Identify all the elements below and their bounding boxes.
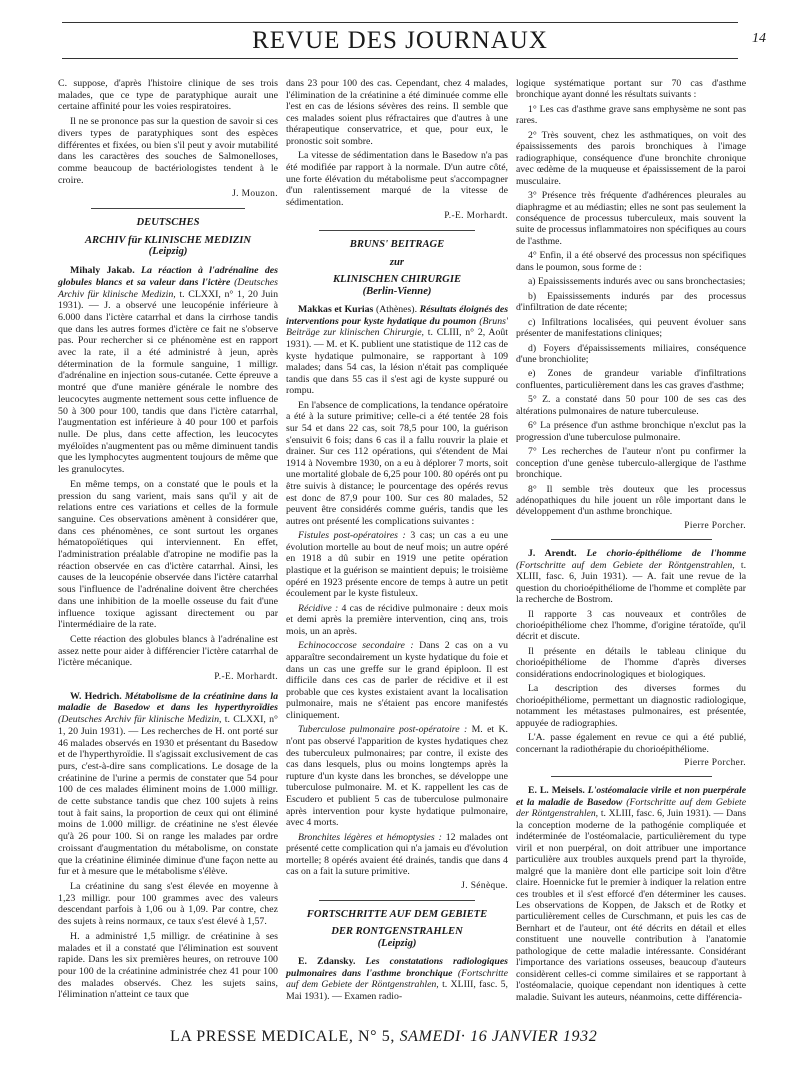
list-item: c) Infiltrations localisées, qui peuvent évoluer sans présenter de manifestations cliniques; xyxy=(516,316,746,340)
article xyxy=(516,548,746,605)
article-text: t. XLIII, fasc. 5, Mai 1931). — Examen radio- xyxy=(286,979,508,1003)
paragraph-text: 3 cas; un cas a eu une évolution mortelle au bout de neuf mois; un autre opéré en 1918 a dû subir en 1919 une petite opération plastique et la guérison se maintient depuis; le troisième opéré en 1923 présente encore de temps à autre un petit écoulement par le kyste fistuleux. xyxy=(286,530,508,600)
page-header xyxy=(62,18,766,66)
article-title: L'ostéomalacie virile et non puerpérale et la maladie de Basedow xyxy=(516,785,746,808)
divider xyxy=(91,208,245,209)
article-reference: (Fortschritte auf dem Gebiete der Röntgenstrahlen, xyxy=(516,559,735,571)
paragraph: dans 23 pour 100 des cas. Cependant, chez 4 malades, l'élimination de la créatinine a été diminuée comme elle l'est en cas de lésions sévères des reins. Il semble que ces malades soient plus réfractaires que d'autres à une thérapeutique conservatrice, et que, pour eux, le pronostic soit sombre. xyxy=(286,78,508,147)
journal-heading: KLINISCHEN CHIRURGIE xyxy=(332,274,462,286)
article-title: Métabolisme de la créatinine dans la maladie de Basedow et dans les hyperthyroïdies xyxy=(58,690,279,714)
paragraph: La description des diverses formes du chorioépithéliome, permettant un diagnostic radiologique, notamment les métastases pulmonaires, est présentée, appuyée de radiographies. xyxy=(516,683,746,729)
article-author: Makkas et Kurias xyxy=(298,304,374,316)
article xyxy=(286,304,508,397)
paragraph-lead: Fistules post-opératoires : xyxy=(298,530,406,542)
signature: Pierre Porcher. xyxy=(684,758,746,769)
article-author: W. Hedrich. xyxy=(70,690,122,702)
article-title: La réaction à l'adrénaline des globules blancs et sa valeur dans l'ictère xyxy=(58,265,278,288)
journal-heading: DEUTSCHES xyxy=(136,217,200,229)
footer-date: SAMEDI· 16 JANVIER 1932 xyxy=(399,1028,598,1045)
article-reference: (Fortschritte auf dem Gebiete der Röntgenstrahlen, xyxy=(286,967,508,991)
article-text: t. XLIII, fasc. 6, Juin 1931). — Dans la conception moderne de la pathogénie compliquée et indéterminée de l'ostéomalacie, particulièrement du type viril et non puerpéral, on doit attribuer une importance particulière aux troubles auxquels prend part la thyroïde, malgré que la manière dont elle participe soit loin d'être claire. Hoennicke fut le premier à indiquer la relation entre ces troubles et il s'est efforcé d'en déterminer les causes. Les observations de Koppen, de Jaksch et de Rotky et particulièrement celles de Curschmann, et puis les cas de Bernhart et de l'auteur, ont été décrits en détail et elles constituent une nouvelle contribution à l'anatomie pathologique de cette maladie intéressante. Considérant l'importance des variations osseuses, beaucoup d'auteurs considèrent celles-ci comme similaires et se rapportant à l'ostéomalacie, quoique cependant non identiques à cette maladie. Suivant les auteurs, néanmoins, cette différencia- xyxy=(516,808,746,1003)
article-author: E. L. Meisels. xyxy=(528,785,585,797)
page-footer xyxy=(170,1028,597,1046)
signature: P.-E. Morhardt. xyxy=(214,672,278,683)
paragraph xyxy=(286,640,508,721)
paragraph xyxy=(286,530,508,599)
divider xyxy=(319,900,474,901)
journal-heading: BRUNS' BEITRAGE xyxy=(349,238,445,250)
journal-city: (Leipzig) xyxy=(377,937,417,949)
article-text: t. XLIII, fasc. 6, Juin 1931). — A. fait une revue de la question du chorioépithéliome de l'homme et complète par la recherche de Bostrom. xyxy=(516,559,746,606)
article-reference: (Deutsches Archiv für klinische Medizin, xyxy=(58,276,278,300)
paragraph: En l'absence de complications, la tendance opératoire a été à la suture primitive; celle-ci a été tentée 28 fois sur 54 et dans 22 cas, soit 78,5 pour 100, la guérison s'ensuivit 6 fois; dans 6 cas il a fallu rouvrir la plaie et drainer. Sur ces 112 opérations, qui s'étendent de Mai 1914 à Novembre 1930, on a eu à déplorer 7 morts, soit une mortalité globale de 6,25 pour 100. 80 opérés ont pu être suivis à distance; le pourcentage des opérés revus est donc de 87,9 pour 100. Sur ces 80 malades, 52 peuvent être considérés comme guéris, tandis que les autres ont présenté les complications suivantes : xyxy=(286,399,509,527)
article-place: (Athènes). xyxy=(375,304,418,316)
journal-city: (Leipzig) xyxy=(148,246,188,258)
article xyxy=(516,785,746,1003)
paragraph-text: 4 cas de récidive pulmonaire : deux mois et demi après la première intervention, cinq ans, trois mois, un an après. xyxy=(286,602,508,637)
list-item: 4° Enfin, il a été observé des processus non spécifiques dans le poumon, sous forme de : xyxy=(516,250,746,273)
article xyxy=(58,691,278,878)
list-item: 8° Il semble très douteux que les processus adénopathiques du hile jouent un rôle important dans le développement d'un asthme bronchique. xyxy=(516,483,746,518)
article-author: J. Arendt. xyxy=(528,548,577,560)
paragraph-lead: Récidive : xyxy=(298,602,339,614)
signature: Pierre Porcher. xyxy=(684,520,746,531)
paragraph xyxy=(286,724,508,828)
list-item: 6° La présence d'un asthme bronchique n'exclut pas la progression d'une tuberculose pulmonaire. xyxy=(516,420,746,443)
divider xyxy=(319,230,474,231)
list-item: a) Epaississements indurés avec ou sans bronchectasies; xyxy=(528,276,746,288)
column-1 xyxy=(58,78,278,1004)
paragraph: En même temps, on a constaté que le pouls et la pression du sang varient, mais sans qu'il y ait de relations entre ces variations et celles de la formule sanguine. Ces observations amènent à considérer que, dans ces phénomènes, ce sont surtout les organes hématopoïétiques qui interviennent. En effet, l'administration préalable d'atropine ne modifie pas la réaction observée en cas d'ictère catarrhal. Ainsi, les causes de la leucopénie observée dans l'ictère catarrhal sous l'influence de l'adrénaline doivent être cherchées dans une inhibition de la moelle osseuse du fait d'une influence toxique agissant directement ou par l'intermédiaire de la rate. xyxy=(58,478,278,631)
signature: P.-E. Morhardt. xyxy=(444,211,508,222)
article-text: t. CLXXI, n° 1, 20 Juin 1931). — J. a observé une leucopénie inférieure à 6.000 dans l'ictère catarrhal et dans la cirrhose tandis que dans les autres formes d'ictère ce fait ne s'observe pas. Pour rechercher si ce phénomène est en rapport avec la rate, il a été administré à jeun, après détermination de la formule sanguine, 1 milligr. d'adrénaline en injection sous-cutanée. Cette épreuve a montré que d'une manière générale le nombre des leucocytes augmente nettement sous cette influence de 50 à 300 pour 100, tandis que dans l'ictère catarrhal, l'augmentation est inférieure à 40 pour 100 et parfois nulle. De plus, dans cette affection, les leucocytes myéloïdes n'augmentent pas ou même diminuent tandis que les lymphocytes augmentent toujours de même que les granulocytes. xyxy=(58,288,279,476)
paragraph: La créatinine du sang s'est élevée en moyenne à 1,23 milligr. pour 100 grammes avec des valeurs descendant parfois à 1,06 ou à 1,09. Par contre, chez des sujets à reins normaux, ce taux s'est élevé à 1,57. xyxy=(58,881,278,928)
column-2 xyxy=(286,78,508,1006)
article-text: t. CLIII, n° 2, Août 1931). — M. et K. publient une statistique de 112 cas de kyste hydatique pulmonaire, se rapportant à 109 malades; dans 54 cas, la lésion n'était pas compliquée tandis que dans 55 cas il s'est agi de kyste suppuré ou rompu. xyxy=(286,327,508,397)
list-item: d) Foyers d'épaississements miliaires, conséquence d'une bronchiolite; xyxy=(516,342,746,365)
article-title: Le chorio-épithéliome de l'homme xyxy=(586,548,747,560)
paragraph-text: 12 malades ont présenté cette complication qui n'a jamais eu d'évolution mortelle; 8 opérés avaient été drainés, tandis que dans 4 cas on a fait la suture primitive. xyxy=(286,831,509,878)
paragraph-lead: Bronchites légères et hémoptysies : xyxy=(298,831,442,843)
list-item: 5° Z. a constaté dans 50 pour 100 de ses cas des altérations pulmonaires de nature tuberculeuse. xyxy=(516,394,746,417)
journal-heading: FORTSCHRITTE AUF DEM GEBIETE xyxy=(306,908,488,920)
paragraph: Il présente en détails le tableau clinique du chorioépithéliome de l'homme d'après diverses considérations endocrinologiques et biologiques. xyxy=(516,645,746,680)
article-text: t. CLXXI, n° 1, 20 Juin 1931). — Les recherches de H. ont porté sur 46 malades observés en 1930 et présentant du Basedow et de l'hyperthyroïdie. Il s'agissait exclusivement de cas purs, c'est-à-dire sans complications. Le dosage de la créatinine de l'urine a permis de constater que 54 pour 100 de ces malades éliminent moins de 1.000 milligr. de cette substance tandis que chez 100 sujets à reins tout à fait sains, la proportion de ceux qui ont éliminé moins de 1.000 milligr. de créatinine ne s'est élevée qu'à 26 pour 100. Si on range les malades par ordre croissant d'augmentation du métabolisme, on constate que la créatinine éliminée diminue d'une façon nette au fur et à mesure que le métabolisme s'élève. xyxy=(58,714,279,878)
paragraph: logique systématique portant sur 70 cas d'asthme bronchique ayant donné les résultats suivants : xyxy=(516,78,746,101)
paragraph-text: Dans 2 cas on a vu apparaître secondairement un kyste hydatique du foie et dans un cas une greffe sur le grand épiploon. Il est difficile dans ces cas de parler de récidive et il est probable que ces kystes existaient avant la localisation pulmonaire, mais ne s'étaient pas encore manifestés cliniquement. xyxy=(286,640,508,721)
journal-city: (Berlin-Vienne) xyxy=(362,285,432,297)
paragraph: Cette réaction des globules blancs à l'adrénaline est assez nette pour aider à différencier l'ictère catarrhal de l'ictère mécanique. xyxy=(58,633,278,669)
journal-heading: DER RONTGENSTRAHLEN xyxy=(331,926,463,938)
header-rule-top xyxy=(62,22,738,23)
paragraph: Il ne se prononce pas sur la question de savoir si ces divers types de paratyphiques sont des espèces différentes et fixées, ou bien s'il peut y avoir mutabilité dans les caractères des souches de Salmonelloses, comme beaucoup de bactériologistes tendent à le croire. xyxy=(58,116,278,186)
journal-heading: ARCHIV für KLINISCHE MEDIZIN xyxy=(84,234,252,246)
paragraph-text: M. et K. n'ont pas observé l'apparition de kystes hydatiques chez des tuberculeux pulmonaires; par contre, il existe des cas dans lesquels, plus ou moins longtemps après la rupture d'un kyste dans les bronches, se développe une tuberculose pulmonaire. M. et K. rappellent les cas de Escudero et publient 5 cas de tuberculose pulmonaire après intervention pour kyste hydatique pulmonaire, avec 4 morts. xyxy=(286,724,508,829)
list-item: 2° Très souvent, chez les asthmatiques, on voit des épaississements des parois bronchiques à l'image radiographique, conséquence d'une bronchite chronique avec œdème de la muqueuse et épaississement de la paroi musculaire. xyxy=(516,129,746,187)
paragraph: Il rapporte 3 cas nouveaux et contrôles de chorioépithéliome chez l'homme, d'origine tératoïde, qu'il décrit et discute. xyxy=(516,608,746,643)
paragraph xyxy=(286,832,508,878)
list-item: 3° Présence très fréquente d'adhérences pleurales au diaphragme et au médiastin; elles ne sont pas seulement la conséquence de processus tuberculeux, mais souvent la suite de processus inflammatoires non spécifiques au cours de l'asthme. xyxy=(516,190,746,247)
divider xyxy=(551,776,712,777)
paragraph: C. suppose, d'après l'histoire clinique de ses trois malades, que ce type de paratyphique aurait une certaine affinité pour les voies respiratoires. xyxy=(58,78,278,113)
journal-heading: zur xyxy=(389,256,405,268)
paragraph: L'A. passe également en revue ce qui a été publié, concernant la radiothérapie du chorioépithéliome. xyxy=(516,732,746,755)
signature: J. Sénèque. xyxy=(461,881,508,891)
article xyxy=(58,265,278,476)
article-author: Mihaly Jakab. xyxy=(70,265,135,277)
list-item: e) Zones de grandeur variable d'infiltrations confluentes, particulièrement dans les cas graves d'asthme; xyxy=(516,368,746,391)
paragraph: La vitesse de sédimentation dans le Basedow n'a pas été modifiée par rapport à la normale. D'un autre côté, une forte élévation du métabolisme peut s'accompagner d'un ralentissement marqué de la vitesse de sédimentation. xyxy=(286,150,508,208)
article xyxy=(286,956,508,1002)
page-title: REVUE DES JOURNAUX xyxy=(252,27,548,54)
paragraph-lead: Echinococcose secondaire : xyxy=(298,640,414,652)
paragraph: H. a administré 1,5 milligr. de créatinine à ses malades et il a constaté que l'élimination est souvent rapide. Dans les six premières heures, on retrouve 100 pour 100 de la créatinine administrée chez 41 pour 100 des malades observés. Chez les sujets sains, l'élimination n'atteint ce taux que xyxy=(58,930,278,1001)
column-3 xyxy=(516,78,746,1006)
article-reference: (Bruns' Beiträge zur klinischen Chirurgie, xyxy=(286,315,509,339)
list-item: 1° Les cas d'asthme grave sans emphysème ne sont pas rares. xyxy=(516,103,746,127)
article-title: Les constatations radiologiques pulmonaires dans l'asthme bronchique xyxy=(286,956,508,979)
list-item: 7° Les recherches de l'auteur n'ont pu confirmer la conception d'une genèse tuberculo-allergique de l'asthme bronchique. xyxy=(516,446,746,481)
header-rule-bottom xyxy=(62,58,738,59)
article-title: Résultats éloignés des interventions pour kyste hydatique du poumon xyxy=(286,304,509,327)
list-item: b) Epaississements indurés par des processus d'infiltration de date récente; xyxy=(516,290,746,314)
divider xyxy=(551,539,712,540)
article-author: E. Zdansky. xyxy=(298,956,356,968)
page-number: 14 xyxy=(752,31,766,46)
paragraph-lead: Tuberculose pulmonaire post-opératoire : xyxy=(298,724,468,736)
article-reference: (Deutsches Archiv für klinische Medizin, xyxy=(58,714,222,726)
paragraph xyxy=(286,603,508,638)
footer-journal: LA PRESSE MEDICALE, N° 5, xyxy=(170,1028,395,1045)
signature: J. Mouzon. xyxy=(232,189,278,200)
article-reference: (Fortschritte auf dem Gebiete der Röntgenstrahlen, xyxy=(516,796,746,820)
